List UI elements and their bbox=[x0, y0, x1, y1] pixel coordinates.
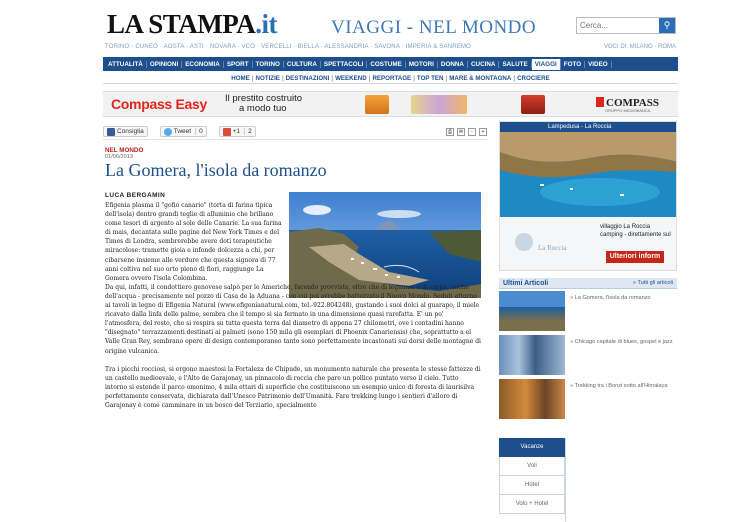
tweet-button[interactable]: Tweet 0 bbox=[160, 126, 207, 137]
latest-article-item[interactable] bbox=[499, 291, 677, 332]
article-body bbox=[105, 201, 481, 410]
banner-product-image bbox=[411, 95, 467, 114]
tab-hotel[interactable]: Hotel bbox=[499, 476, 565, 495]
gplus-button[interactable]: +1 2 bbox=[219, 126, 256, 137]
banner-company-sub: GRUPPO MEDIOBANCA bbox=[605, 108, 651, 113]
article-paragraph: Tra i picchi rocciosi, si ergono maestosi la Fortaleza de Chipude, un monumento naturale che presenta le stesse fattezze di un castello medioevale, e l'Alto de Garajonay, un pinnacolo di roccia che pare un pollice puntato verso il cielo. Tutto intorno si estende il parco omonimo, 4 mila ettari di superficie che costituiscono un esempio unico di foresta di laurisilva perfettamente conservata, dichiarata dall'Unesco Patrimonio dell'Umanità. Fare trekking lungo i sentieri d'alloro di Garajonay è come camminare in un bosco del Terziario, specialmente bbox=[105, 365, 481, 409]
nav-item-economia[interactable]: ECONOMIA bbox=[182, 61, 224, 68]
nav-item-motori[interactable]: MOTORI bbox=[406, 61, 438, 68]
search-box bbox=[576, 17, 676, 34]
email-icon[interactable]: ✉ bbox=[458, 128, 464, 135]
nav-item-costume[interactable]: COSTUME bbox=[367, 61, 406, 68]
font-larger-icon[interactable]: + bbox=[479, 128, 487, 136]
page bbox=[103, 0, 678, 522]
latest-articles-title: Ultimi Articoli bbox=[503, 279, 549, 287]
latest-article-caption: » Chicago capitale di blues, gospel e jazz bbox=[570, 339, 673, 345]
facebook-like-button[interactable]: Consiglia bbox=[103, 126, 148, 137]
tab-voli[interactable]: Voli bbox=[499, 457, 565, 476]
latest-article-caption: » Trekking tra i Bonzi sotto all'Himalaya bbox=[570, 383, 668, 389]
banner-product-image bbox=[521, 95, 545, 114]
banner-brand: Compass Easy bbox=[111, 96, 208, 112]
subnav-item-reportage[interactable]: REPORTAGE bbox=[372, 74, 412, 82]
main-nav bbox=[103, 57, 678, 71]
sidebar-ad[interactable] bbox=[499, 121, 677, 271]
subnav-item-notizie[interactable]: NOTIZIE bbox=[255, 74, 280, 82]
tab-vacanze[interactable]: Vacanze bbox=[499, 438, 565, 457]
subnav-item-mare-montagna[interactable]: MARE & MONTAGNA bbox=[449, 74, 512, 82]
gplus-icon bbox=[223, 128, 231, 136]
nav-item-cucina[interactable]: CUCINA bbox=[468, 61, 500, 68]
sub-nav: HOME | NOTIZIE | DESTINAZIONI | WEEKEND | REPORTAGE | TOP TEN | MARE & MONTAGNA | CROCIERE bbox=[103, 73, 678, 84]
article-date: 01/06/2013 bbox=[105, 154, 133, 160]
section-title: VIAGGI - NEL MONDO bbox=[331, 17, 537, 38]
latest-articles-header bbox=[499, 278, 677, 289]
subnav-item-top-ten[interactable]: TOP TEN bbox=[416, 74, 444, 82]
voices-links[interactable]: VOCI DI: MILANO · ROMA bbox=[603, 44, 676, 50]
nav-item-foto[interactable]: FOTO bbox=[561, 61, 585, 68]
search-input[interactable] bbox=[577, 21, 659, 30]
article-byline: LUCA BERGAMIN bbox=[105, 192, 166, 199]
subnav-item-destinazioni[interactable]: DESTINAZIONI bbox=[285, 74, 330, 82]
nav-item-donna[interactable]: DONNA bbox=[438, 61, 468, 68]
article-paragraph: Da qui, infatti, il condottiero genovese salpò per le Americhe, facendo provvista, oltre che di legname e di carne, anche dell'acqua - precisamente nel pozzo di Casa de la Aduana - con cui poi avrebbe battezzato il Nuovo Mondo. Seduti attorno ai tavoli in legno di Efigenia Natural (www.efigenianatural.com, tel.-922.804248), gustando i suoi dolci al guarapo, il miele ricavato dalla linfa delle palme, sembra che il tempo si sia fermato in una dimensione quasi rarefatta. E' un po' l'atmosfera, del resto, che si respira su tutta questa terra dal diametro di appena 27 chilometri, ove i contadini hanno "disegnato" terrazzamenti destinati ai palmeti (sono 150 mila gli esemplari di Phoenix Canariensis) che, soprattutto a el Valle Gran Rey, sembrano opere di design contemporaneo tanto sono perfettamente incastonati sui dorsi delle montagne di origine vulcanica. bbox=[105, 283, 481, 355]
article-thumbnail bbox=[499, 335, 565, 375]
latest-article-item[interactable] bbox=[499, 335, 677, 376]
print-icon[interactable]: ⎙ bbox=[447, 128, 452, 135]
subnav-item-weekend[interactable]: WEEKEND bbox=[335, 74, 367, 82]
sidebar-ad-cta-button[interactable]: Ulteriori inform bbox=[606, 251, 664, 263]
ad-banner[interactable] bbox=[103, 91, 678, 117]
subnav-item-home[interactable]: HOME bbox=[231, 74, 250, 82]
share-bar bbox=[103, 124, 487, 140]
logo[interactable]: LA STAMPA.it bbox=[107, 9, 278, 39]
nav-item-spettacoli[interactable]: SPETTACOLI bbox=[321, 61, 367, 68]
article-paragraph: Efigenia plasma il "gofio canario" (torta di farina tipica dell'isola) dentro grandi teglie di alluminio che brillano come tesori di argento al sole delle Canarie. La sua farina di mais, decantata sulle pagine del New York Times e del Times di Londra, sembrerebbe avere doti terapeutiche miracolose: tramette gioia e infonde dolcezza a chi, per cibarsene insieme alle verdure che questa signora di 77 anni coltiva nel suo orto pieno di fiori, raggiunge La Gomera ovvero l'isola Colombina. bbox=[105, 202, 282, 282]
twitter-icon bbox=[164, 128, 172, 136]
sidebar-ad-label: Lampedusa - La Roccia bbox=[500, 122, 677, 132]
facebook-icon bbox=[107, 128, 115, 136]
banner-claim: Il prestito costruito a modo tuo bbox=[225, 93, 303, 114]
nav-item-attualita[interactable]: ATTUALITÀ bbox=[105, 61, 147, 68]
latest-article-caption: » La Gomera, l'isola da romanzo bbox=[570, 295, 651, 301]
article-kicker[interactable]: NEL MONDO bbox=[105, 147, 144, 154]
article-tools bbox=[446, 128, 487, 136]
article-thumbnail bbox=[499, 291, 565, 331]
svg-text:La Roccia: La Roccia bbox=[538, 244, 567, 252]
sidebar-ad-text: villaggio La Roccia camping - direttamente sul bbox=[600, 224, 671, 238]
search-icon[interactable]: ⚲ bbox=[659, 18, 675, 33]
nav-item-salute[interactable]: SALUTE bbox=[499, 61, 531, 68]
latest-article-item[interactable] bbox=[499, 379, 677, 420]
local-editions-links[interactable]: TORINO · CUNEO · AOSTA · ASTI · NOVARA · VCO · VERCELLI · BIELLA · ALESSANDRIA · SAVONA · IMPERIA & SANREMO bbox=[105, 44, 472, 50]
all-articles-link[interactable]: » Tutti gli articoli bbox=[632, 280, 673, 286]
nav-item-viaggi[interactable]: VIAGGI bbox=[532, 59, 561, 70]
banner-product-image bbox=[365, 95, 389, 114]
subnav-item-crociere[interactable]: CROCIERE bbox=[517, 74, 550, 82]
lampedusa-ad-image bbox=[500, 122, 677, 271]
nav-item-cultura[interactable]: CULTURA bbox=[284, 61, 321, 68]
nav-item-opinioni[interactable]: OPINIONI bbox=[147, 61, 182, 68]
article-title: La Gomera, l'isola da romanzo bbox=[105, 160, 327, 180]
nav-item-video[interactable]: VIDEO bbox=[585, 61, 612, 68]
banner-company-logo: COMPASS bbox=[596, 97, 659, 109]
booking-panel bbox=[565, 438, 677, 522]
font-smaller-icon[interactable]: - bbox=[468, 128, 476, 136]
booking-tabs bbox=[499, 438, 565, 514]
nav-item-torino[interactable]: TORINO bbox=[253, 61, 284, 68]
nav-item-sport[interactable]: SPORT bbox=[224, 61, 253, 68]
tab-volo-hotel[interactable]: Volo + Hotel bbox=[499, 495, 565, 514]
article-thumbnail bbox=[499, 379, 565, 419]
